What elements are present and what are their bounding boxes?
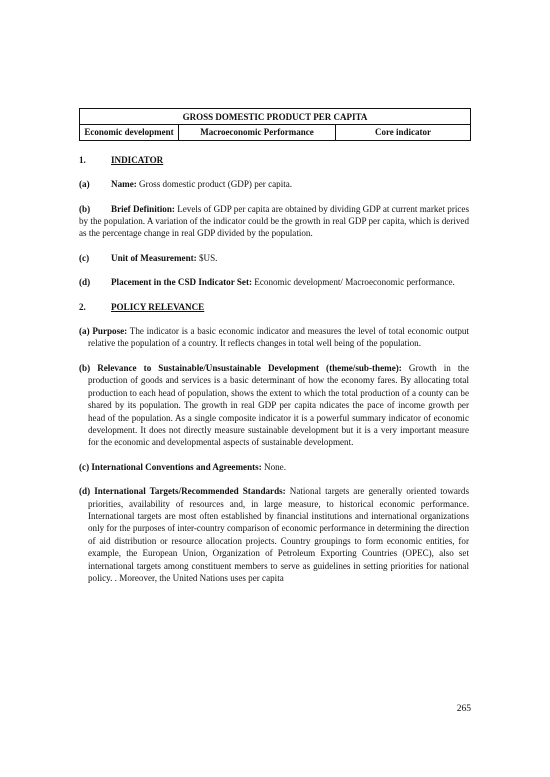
subtheme-cell: Macroeconomic Performance [179, 125, 336, 140]
indicator-name: (a) Name: Gross domestic product (GDP) per capita. [79, 179, 293, 190]
indicator-type-cell: Core indicator [336, 125, 471, 140]
section-policy-relevance [79, 301, 469, 585]
section-indicator [79, 154, 469, 289]
page-content [79, 108, 469, 584]
indicator-header-table [79, 108, 471, 141]
policy-conventions: (c) International Conventions and Agreements: None. [79, 461, 286, 472]
policy-purpose: (a) Purpose: The indicator is a basic economic indicator and measures the level of total economic output relative the population of a country. It reflects changes in total well being of the population. [79, 326, 469, 349]
theme-cell: Economic development [80, 125, 179, 140]
indicator-unit: (c) Unit of Measurement: $US. [79, 252, 218, 263]
section-number: 1. [79, 154, 86, 165]
section-number: 2. [79, 301, 86, 312]
policy-targets: (d) International Targets/Recommended Standards: National targets are generally oriented towards priorities, availability of resources and, in large measure, to historical economic performance. International targets are most often established by financial institutions and international organizations only for the purposes of inter-country comparison of economic performance in determining the direction of aid distribution or resource allocation projects. Country groupings to form economic entities, for example, the European Union, Organization of Petroleum Exporting Countries (OPEC), also set international targets among constituent members to serve as guidelines in setting priorities for national policy. . Moreover, the United Nations uses per capita [79, 486, 469, 583]
section-title: INDICATOR [111, 154, 164, 165]
policy-relevance: (b) Relevance to Sustainable/Unsustainable Development (theme/sub-theme): Growth in the production of goods and services is a basic determinant of how the economy fares. By allocating total production to each head of population, shows the extent to which the total production of a county can be shared by its population. The growth in real GDP per capita ndicates the pace of income growth per head of the population. As a single composite indicator it is a powerful summary indicator of economic development. It does not directly measure sustainable development but it is a very important measure for the economic and developmental aspects of sustainable development. [79, 362, 469, 448]
indicator-placement: (d) Placement in the CSD Indicator Set: Economic development/ Macroeconomic performance. [79, 277, 455, 288]
indicator-title: GROSS DOMESTIC PRODUCT PER CAPITA [80, 109, 471, 125]
section-heading [79, 154, 469, 166]
section-title: POLICY RELEVANCE [111, 301, 205, 312]
page-number: 265 [456, 704, 471, 714]
indicator-brief-definition: (b) Brief Definition: Levels of GDP per capita are obtained by dividing GDP at current market prices by the population. A variation of the indicator could be the growth in real GDP per capita, which is derived as the percentage change in real GDP divided by the population. [79, 203, 469, 239]
section-heading [79, 301, 469, 313]
